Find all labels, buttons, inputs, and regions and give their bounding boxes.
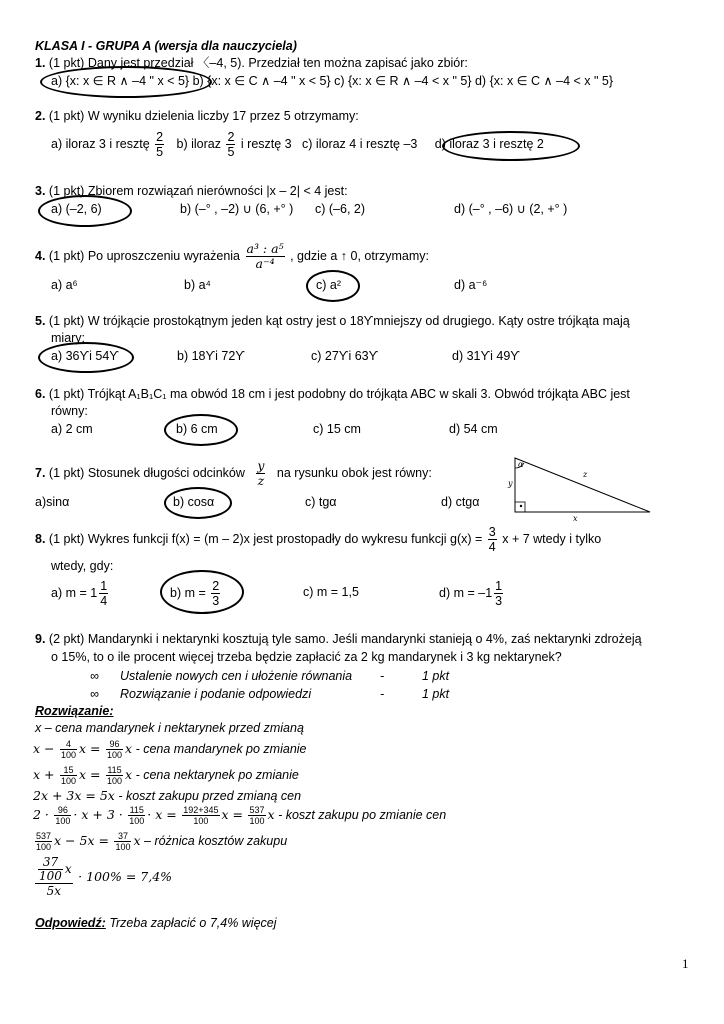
frac-den: 100 (115, 842, 131, 853)
q8-answer-d (439, 576, 505, 610)
frac-den: 5 (227, 145, 235, 160)
frac-num: 3 (488, 525, 496, 540)
q1-answer-b: b) {x: x ∈ C ∧ –4 " x < 5} (192, 74, 331, 88)
solution-line-3-label: - cena nektarynek po zmianie (135, 768, 299, 782)
q5-points: (1 pkt) (48, 314, 85, 328)
q9-criterion-2-points: 1 pkt (422, 687, 450, 701)
q8-answer-d-text: d) m = –1 (439, 586, 493, 600)
frac-den: z (257, 473, 265, 489)
q8-text-2: x + 7 wtedy i tylko (502, 532, 602, 546)
q6-number: 6. (35, 387, 46, 401)
q6-answer-a: a) 2 cm (51, 422, 93, 436)
frac-num: 192+345 (183, 805, 219, 816)
q1-number: 1. (35, 56, 46, 70)
q7-answer-circle (164, 487, 232, 519)
bullet-icon: ∞ (90, 687, 99, 701)
q1-points: (1 pkt) (48, 56, 85, 70)
q7-answer-c: c) tgα (305, 495, 337, 509)
q8-answer-a (51, 576, 110, 610)
q3-answer-c: c) (–6, 2) (315, 202, 366, 216)
frac-den: 100 (60, 776, 77, 787)
q4-text-2: , gdzie a ↑ 0, otrzymamy: (290, 249, 430, 263)
frac-den: a⁻⁴ (255, 256, 275, 272)
q8-answer-circle (160, 570, 244, 614)
q5-answer-d: d) 31ϒi 49ϒ (452, 349, 520, 363)
q9-criterion-1-text: Ustalenie nowych cen i ułożenie równania (120, 669, 353, 683)
q3-text: Zbiorem rozwiązań nierówności |x – 2| < 4 jest: (87, 184, 348, 198)
frac-num: 4 (60, 739, 77, 750)
frac-num: 537 (36, 831, 52, 842)
q9-criterion-1-points: 1 pkt (422, 669, 450, 683)
frac-den: 5x (46, 884, 62, 899)
frac-num: a³ : a⁵ (246, 241, 284, 257)
q6-answer-d: d) 54 cm (449, 422, 498, 436)
frac-537-100 (248, 805, 265, 826)
frac-num: 115 (107, 765, 122, 776)
question-2 (35, 108, 359, 124)
frac-den: 4 (488, 540, 496, 555)
q7-text: Stosunek długości odcinków (87, 466, 245, 480)
q7-number: 7. (35, 466, 46, 480)
frac-den: 100 (107, 776, 123, 787)
triangle-shape (515, 458, 650, 512)
solution-line-2-label: - cena mandarynek po zmianie (135, 742, 307, 756)
frac-den: 100 (55, 816, 71, 827)
q2-text: W wyniku dzielenia liczby 17 przez 5 otrzymamy: (87, 109, 359, 123)
q2-answer-a: a) iloraz 3 i resztę (51, 137, 150, 151)
q8-answer-c: c) m = 1,5 (303, 585, 359, 599)
frac-num: $\frac{37}{100}$ x (35, 856, 73, 884)
q8-points: (1 pkt) (48, 532, 85, 546)
q6-points: (1 pkt) (48, 387, 85, 401)
q7-points: (1 pkt) (48, 466, 85, 480)
frac-num: 2 (156, 130, 164, 145)
q9-criterion-1-dash: - (380, 669, 385, 683)
q9-criterion-2 (90, 686, 450, 702)
answer-text: Trzeba zapłacić o 7,4% więcej (109, 916, 277, 930)
q7-text-2: na rysunku obok jest równy: (276, 466, 432, 480)
question-8 (35, 522, 601, 556)
q3-answer-b: b) (–° , –2) ∪ (6, +° ) (180, 202, 294, 216)
q2-points: (1 pkt) (48, 109, 85, 123)
z-label: z (583, 470, 588, 479)
frac-15-100 (60, 765, 77, 786)
q4-answer-c: c) a² (316, 278, 341, 292)
bullet-icon: ∞ (90, 669, 99, 683)
frac-num: y (257, 458, 265, 474)
frac-den: 3 (495, 594, 503, 609)
frac-num: 537 (249, 805, 265, 816)
q2-answer-c: c) iloraz 4 i resztę –3 (302, 137, 418, 151)
frac-den: 3 (212, 594, 220, 609)
frac-den: 100 (193, 816, 209, 827)
q8-answer-b-text: b) m = (170, 586, 206, 600)
q7-answer-d: d) ctgα (441, 495, 480, 509)
frac-num: 2 (227, 130, 235, 145)
q9-criterion-1 (90, 668, 450, 684)
right-triangle-figure (505, 450, 655, 522)
alpha-label: α (518, 460, 524, 469)
right-angle-dot (520, 505, 522, 507)
q1-answer-circle (40, 66, 212, 98)
frac-4-100 (60, 739, 77, 760)
frac-num: 96 (54, 805, 71, 816)
q6-text: Trójkąt A₁B₁C₁ ma obwód 18 cm i jest podobny do trójkąta ABC w skali 3. Obwód trójkąta ABC jest (87, 387, 630, 401)
q7-answer-a: a)sinα (35, 495, 70, 509)
solution-line-7 (33, 852, 172, 902)
q3-answer-circle (38, 195, 132, 227)
q5-text: W trójkącie prostokątnym jeden kąt ostry jest o 18ϒmniejszy od drugiego. Kąty ostre trójkąta mają (87, 314, 630, 328)
q7-fraction (256, 459, 265, 488)
frac-den: 100 (107, 750, 123, 761)
q2-answer-b-rest: i resztę 3 (240, 137, 292, 151)
q8-number: 8. (35, 532, 46, 546)
q8-d-fraction (494, 579, 503, 608)
q1-answer-a: a) {x: x ∈ R ∧ –4 " x < 5} (51, 74, 190, 88)
q4-answer-b: b) a⁴ (184, 278, 211, 292)
question-9 (35, 631, 642, 647)
solution-line-6: $\frac{537}{100}$ x − 5x = $\frac{37}{100}$ x – różnica kosztów zakupu (36, 831, 288, 853)
solution-line-1: x – cena mandarynek i nektarynek przed zmianą (35, 721, 304, 735)
q2-answer-b: b) iloraz (176, 137, 221, 151)
frac-num: 2 (212, 579, 220, 594)
q5-answer-a: a) 36ϒi 54ϒ (51, 349, 119, 363)
solution-result: · 100% = 7,4% (78, 869, 173, 884)
right-angle-mark (515, 502, 525, 512)
frac-den: 5 (156, 145, 164, 160)
solution-line-2: x − $\frac{4}{100}$ x = $\frac{96}{100}$ x - cena mandarynek po zmianie (33, 739, 307, 761)
frac-192-345-100 (182, 805, 219, 826)
q5-answer-c: c) 27ϒi 63ϒ (311, 349, 379, 363)
q8-text: Wykres funkcji f(x) = (m – 2)x jest prostopadły do wykresu funkcji g(x) = (87, 532, 483, 546)
frac-num: 15 (60, 765, 77, 776)
frac-den: 4 (100, 594, 108, 609)
q9-text-2: o 15%, to o ile procent więcej trzeba będzie zapłacić za 2 kg mandarynek i 3 kg nektarynek? (51, 650, 562, 664)
frac-den: 100 (36, 842, 52, 853)
header-title: KLASA I - GRUPA A (wersja dla nauczyciela) (35, 39, 297, 53)
frac-115-100 (128, 805, 145, 826)
q7-answer-b: b) cosα (173, 495, 215, 509)
q9-points: (2 pkt) (48, 632, 85, 646)
solution-line-6-label: – różnica kosztów zakupu (144, 834, 288, 848)
frac-den: 100 (60, 750, 77, 761)
q5-answer-b: b) 18ϒi 72ϒ (177, 349, 245, 363)
q2-a-fraction (155, 130, 164, 159)
frac-37-100 (114, 831, 131, 852)
q2-number: 2. (35, 109, 46, 123)
frac-96-100 (54, 805, 71, 826)
question-4 (35, 237, 429, 275)
q8-a-fraction (99, 579, 108, 608)
q5-text-2: miary: (51, 331, 86, 345)
frac-num: 96 (106, 739, 123, 750)
inner-fraction (38, 856, 63, 883)
q4-answer-d: d) a⁻⁶ (454, 278, 488, 292)
result-fraction (35, 856, 73, 899)
q2-b-fraction (226, 130, 235, 159)
q4-points: (1 pkt) (48, 249, 85, 263)
question-7 (35, 456, 432, 490)
answer-line (35, 915, 277, 931)
page-number: 1 (682, 956, 689, 971)
answer-label: Odpowiedź: (35, 916, 106, 930)
q3-points: (1 pkt) (48, 184, 85, 198)
x-label: x (573, 514, 578, 522)
q9-criterion-2-dash: - (380, 687, 385, 701)
q4-text: Po uproszczeniu wyrażenia (87, 249, 241, 263)
q4-number: 4. (35, 249, 46, 263)
q3-number: 3. (35, 184, 46, 198)
q2-answer-circle (442, 131, 580, 161)
q8-fraction (488, 525, 497, 554)
q3-answer-a: a) (–2, 6) (51, 202, 102, 216)
y-label: y (508, 479, 513, 488)
frac-num: 37 (38, 856, 63, 870)
solution-line-5: 2 · $\frac{96}{100}$ · x + 3 · $\frac{115}{100}$ · x = $\frac{192+345}{100}$ x = $\frac{537}{100}$ x - koszt zakupu po zmianie cen (33, 805, 447, 827)
solution-line-4-label: - koszt zakupu przed zmianą cen (118, 789, 302, 803)
q8-text-3: wtedy, gdy: (51, 559, 114, 573)
frac-num: 37 (114, 831, 131, 842)
frac-den: 100 (39, 869, 62, 884)
q6-answer-c: c) 15 cm (313, 422, 361, 436)
q9-number: 9. (35, 632, 46, 646)
question-6 (35, 386, 630, 402)
solution-title: Rozwiązanie: (35, 704, 114, 718)
frac-num: 1 (100, 579, 108, 594)
q5-number: 5. (35, 314, 46, 328)
q2-answer-d: d) iloraz 3 i resztę 2 (434, 137, 544, 151)
q1-text: Dany jest przedział 〈–4, 5). Przedział ten można zapisać jako zbiór: (87, 56, 468, 70)
q3-answer-d: d) (–° , –6) ∪ (2, +° ) (454, 202, 568, 216)
q9-criterion-2-text: Rozwiązanie i podanie odpowiedzi (120, 687, 312, 701)
q1-answer-c: c) {x: x ∈ R ∧ –4 < x " 5} (334, 74, 472, 88)
q9-text: Mandarynki i nektarynki kosztują tyle samo. Jeśli mandarynki stanieją o 4%, zaś nektarynki zdrożeją (87, 632, 642, 646)
frac-den: 100 (129, 816, 145, 827)
question-5 (35, 313, 630, 329)
frac-96-100 (106, 739, 123, 760)
frac-537-100 (35, 831, 52, 852)
frac-num: 1 (495, 579, 503, 594)
solution-line-4-eq: 2x + 3x = 5x (33, 788, 115, 803)
q4-answer-a: a) a⁶ (51, 278, 78, 292)
solution-line-5-label: - koszt zakupu po zmianie cen (278, 808, 447, 822)
solution-line-3: x + $\frac{15}{100}$ x = $\frac{115}{100}$ x - cena nektarynek po zmianie (33, 765, 299, 787)
frac-den: 100 (249, 816, 265, 827)
q6-answer-circle (164, 414, 238, 446)
q8-answer-a-text: a) m = 1 (51, 586, 98, 600)
q6-answer-b: b) 6 cm (176, 422, 218, 436)
q4-answer-circle (306, 270, 360, 302)
q5-answer-circle (38, 342, 134, 373)
q4-fraction (246, 242, 285, 271)
q6-text-2: równy: (51, 404, 88, 418)
frac-num: 115 (129, 805, 144, 816)
frac-115-100 (106, 765, 123, 786)
q1-answer-d: d) {x: x ∈ C ∧ –4 < x " 5} (474, 74, 614, 88)
